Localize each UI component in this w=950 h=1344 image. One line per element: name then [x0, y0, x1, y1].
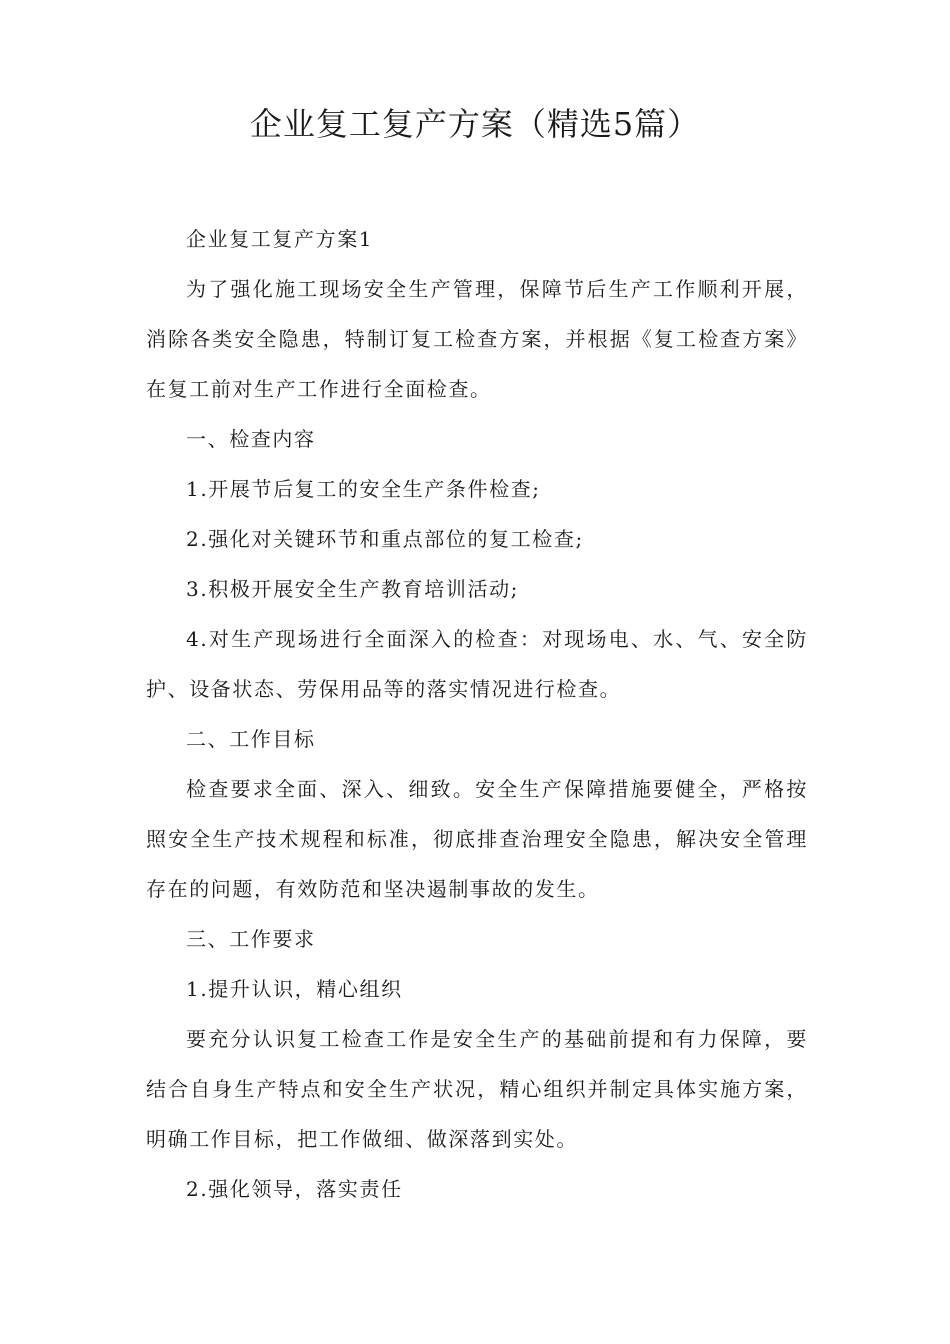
list-item: 4.对生产现场进行全面深入的检查：对现场电、水、气、安全防护、设备状态、劳保用品等的落实情况进行检查。 — [146, 627, 808, 701]
section-heading: 二、工作目标 — [186, 727, 316, 751]
section-heading: 企业复工复产方案1 — [186, 227, 374, 251]
section-heading: 三、工作要求 — [186, 927, 316, 951]
body-paragraph: 要充分认识复工检查工作是安全生产的基础前提和有力保障，要结合自身生产特点和安全生产状况，精心组织并制定具体实施方案，明确工作目标，把工作做细、做深落到实处。 — [146, 1027, 808, 1151]
intro-paragraph: 为了强化施工现场安全生产管理，保障节后生产工作顺利开展，消除各类安全隐患，特制订复工检查方案，并根据《复工检查方案》在复工前对生产工作进行全面检查。 — [146, 277, 808, 401]
section-heading: 一、检查内容 — [186, 427, 316, 451]
list-item: 3.积极开展安全生产教育培训活动; — [186, 577, 520, 601]
document-title: 企业复工复产方案（精选5篇） — [249, 105, 701, 143]
list-item: 2.强化对关键环节和重点部位的复工检查; — [186, 527, 584, 551]
document-body — [146, 214, 808, 1214]
list-item: 1.开展节后复工的安全生产条件检查; — [186, 477, 541, 501]
subsection-heading: 2.强化领导，落实责任 — [186, 1177, 403, 1201]
subsection-heading: 1.提升认识，精心组织 — [186, 977, 403, 1001]
body-paragraph: 检查要求全面、深入、细致。安全生产保障措施要健全，严格按照安全生产技术规程和标准，彻底排查治理安全隐患，解决安全管理存在的问题，有效防范和坚决遏制事故的发生。 — [146, 777, 808, 901]
